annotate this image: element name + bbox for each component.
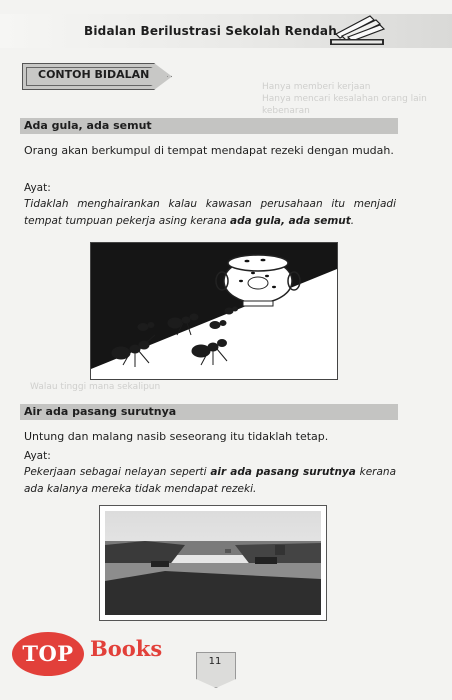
books-stack-icon xyxy=(326,12,390,48)
faded-text: Hanya memberi kerjaan xyxy=(262,82,371,92)
proverb-meaning: Untung dan malang nasib seseorang itu tidaklah tetap. xyxy=(24,430,329,443)
ayat-label: Ayat: xyxy=(24,450,51,462)
topbooks-logo-text: Books xyxy=(90,636,163,661)
topbooks-logo-badge: TOP xyxy=(12,632,84,676)
example-sentence: Tidaklah menghairankan kalau kawasan perusahaan itu menjadi tempat tumpuan pekerja asing kerana ada gula, ada semut. xyxy=(24,198,396,227)
proverb-meaning: Orang akan berkumpul di tempat mendapat rezeki dengan mudah. xyxy=(24,144,394,157)
proverb-title: Ada gula, ada semut xyxy=(24,119,152,132)
ayat-label: Ayat: xyxy=(24,182,51,194)
proverb-highlight: ada gula, ada semut xyxy=(229,215,351,227)
example-sentence: Pekerjaan sebagai nelayan seperti air ada pasang surutnya kerana ada kalanya mereka tidak mendapat rezeki. xyxy=(24,466,396,495)
faded-text: Hanya mencari kesalahan orang lain xyxy=(262,94,427,104)
section-tag-label: CONTOH BIDALAN xyxy=(38,68,150,81)
faded-text: Walau tinggi mana sekalipun xyxy=(30,382,161,392)
proverb-title: Air ada pasang surutnya xyxy=(24,405,177,418)
page-number: 11 xyxy=(208,656,222,667)
header-title: Bidalan Berilustrasi Sekolah Rendah xyxy=(84,24,337,38)
ants-sugar-illustration xyxy=(90,242,338,380)
proverb-highlight: air ada pasang surutnya xyxy=(210,466,356,478)
faded-text: kebenaran xyxy=(262,106,310,116)
harbour-photo xyxy=(100,506,326,620)
